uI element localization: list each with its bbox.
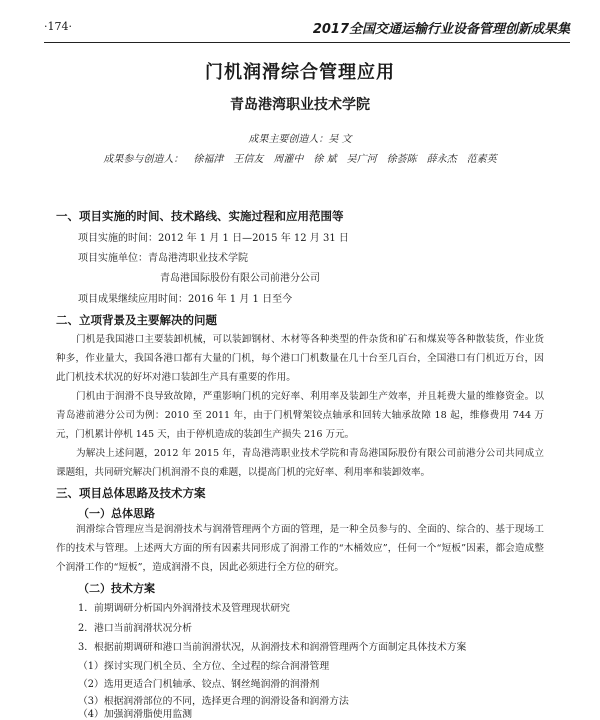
page-number: ·174·	[44, 20, 72, 33]
participants-line	[0, 150, 600, 165]
implementation-unit: 项目实施单位：青岛港湾职业技术学院	[78, 253, 248, 264]
participant-name: 周灌中	[273, 154, 304, 165]
subsection-heading-overall-idea: （一）总体思路	[78, 507, 155, 520]
section-heading-2: 二、立项背景及主要解决的问题	[56, 313, 217, 327]
background-paragraph-2: 门机由于润滑不良导致故障，严重影响门机的完好率、利用率及装卸生产效率，并且耗费大量的维修资金。以青岛港前港分公司为例：2010 至 2011 年，由于门机臂架铰点轴承和回转大轴承故障 18 起，维修费用 744 万元，门机累计停机 145 天，由于停机造成的装卸生产损失 216 万元。	[56, 391, 544, 440]
header-rule	[44, 42, 570, 43]
plan-item: 1．前期调研分析国内外润滑技术及管理现状研究	[78, 603, 290, 614]
participants-label: 成果参与创造人：	[103, 154, 184, 165]
overall-idea-paragraph: 润滑综合管理应当是润滑技术与润滑管理两个方面的管理，是一种全员参与的、全面的、综合的、基于现场工作的技术与管理。上述两大方面的所有因素共同形成了润滑工作的“木桶效应”，任何一个“短板”因素，都会造成整个润滑工作的“短板”，造成润滑不良，因此必须进行全方位的研究。	[56, 524, 544, 573]
participant-name: 薛永杰	[426, 154, 457, 165]
continued-application-time: 项目成果继续应用时间：2016 年 1 月 1 日至今	[78, 294, 293, 305]
main-creator: 成果主要创造人：吴 文	[248, 134, 352, 145]
implementation-unit-2: 青岛港国际股份有限公司前港分公司	[160, 273, 320, 284]
plan-item: 2．港口当前润滑状况分析	[78, 623, 192, 634]
plan-item: （4）加强润滑脂使用监测	[78, 709, 192, 720]
background-paragraph-1: 门机是我国港口主要装卸机械，可以装卸钢材、木材等各种类型的件杂货和矿石和煤炭等各种散装货，作业货种多，作业量大，我国各港口都有大量的门机，每个港口门机数量在几十台至几百台，全国港口有门机近万台，因此门机技术状况的好坏对港口装卸生产具有重要的作用。	[56, 334, 544, 383]
running-header	[44, 18, 570, 40]
article-title: 门机润滑综合管理应用	[205, 62, 395, 83]
subsection-heading-technical-plan: （二）技术方案	[78, 582, 155, 595]
implementation-time: 项目实施的时间：2012 年 1 月 1 日—2015 年 12 月 31 日	[78, 233, 349, 244]
participant-name: 徐荟陈	[386, 154, 417, 165]
background-paragraph-3: 为解决上述问题，2012 年 2015 年，青岛港湾职业技术学院和青岛港国际股份有限公司前港分公司共同成立课题组，共同研究解决门机润滑不良的难题，以提高门机的完好率、利用率和装卸效率。	[56, 448, 544, 478]
plan-item: （3）根据润滑部位的不同，选择更合理的润滑设备和润滑方法	[78, 696, 349, 707]
section-heading-3: 三、项目总体思路及技术方案	[56, 486, 206, 500]
participant-name: 王信友	[233, 154, 264, 165]
participant-name: 吴广河	[346, 154, 377, 165]
participant-name: 徐福津	[193, 154, 224, 165]
running-title: 2017全国交通运输行业设备管理创新成果集	[312, 22, 570, 37]
participant-name: 范素英	[466, 154, 497, 165]
participant-name: 徐 斌	[313, 154, 337, 165]
plan-item: （1）探讨实现门机全员、全方位、全过程的综合润滑管理	[78, 661, 330, 672]
section-heading-1: 一、项目实施的时间、技术路线、实施过程和应用范围等	[56, 209, 344, 223]
plan-item: （2）选用更适合门机轴承、铰点、钢丝绳润滑的润滑剂	[78, 679, 320, 690]
plan-item: 3．根据前期调研和港口当前润滑状况，从润滑技术和润滑管理两个方面制定具体技术方案	[78, 642, 467, 653]
institution-name: 青岛港湾职业技术学院	[230, 97, 370, 113]
